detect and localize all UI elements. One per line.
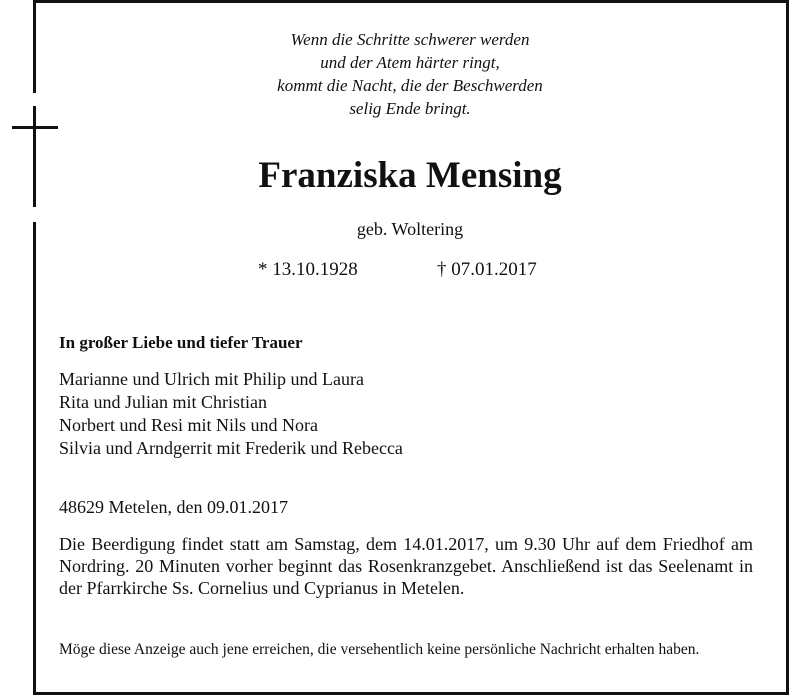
poem-line: kommt die Nacht, die der Beschwerden (277, 76, 543, 95)
family-list (59, 368, 403, 460)
mourning-heading: In großer Liebe und tiefer Trauer (59, 333, 303, 352)
frame-top-border (33, 0, 789, 3)
family-line: Norbert und Resi mit Nils und Nora (59, 415, 318, 435)
poem-line: selig Ende bringt. (349, 99, 471, 118)
notice-note: Möge diese Anzeige auch jene erreichen, die versehentlich keine persönliche Nachricht erhalten haben. (59, 641, 700, 658)
funeral-info: Die Beerdigung findet statt am Samstag, dem 14.01.2017, um 9.30 Uhr auf dem Friedhof am Nordring. 20 Minuten vorher beginnt das Rosenkranzgebet. Anschließend ist das Seelenamt in der Pfarrkirche Ss. Cornelius und Cyprianus in Metelen. (59, 534, 753, 598)
maiden-name: geb. Woltering (356, 219, 464, 239)
cross-vertical-bar (33, 106, 36, 207)
poem-line: Wenn die Schritte schwerer werden (290, 30, 530, 49)
family-line: Silvia und Arndgerrit mit Frederik und Rebecca (59, 438, 403, 458)
cross-horizontal-bar (12, 126, 58, 129)
poem (190, 28, 630, 120)
frame-left-border-lower (33, 222, 36, 695)
frame-bottom-border (33, 692, 789, 695)
death-date: † 07.01.2017 (437, 259, 537, 280)
deceased-name: Franziska Mensing (258, 155, 562, 196)
birth-date: * 13.10.1928 (258, 259, 358, 280)
place-date: 48629 Metelen, den 09.01.2017 (59, 497, 288, 517)
frame-left-border-upper (33, 0, 36, 93)
frame-right-border (786, 0, 789, 695)
family-line: Rita und Julian mit Christian (59, 392, 267, 412)
family-line: Marianne und Ulrich mit Philip und Laura (59, 369, 364, 389)
poem-line: und der Atem härter ringt, (320, 53, 500, 72)
